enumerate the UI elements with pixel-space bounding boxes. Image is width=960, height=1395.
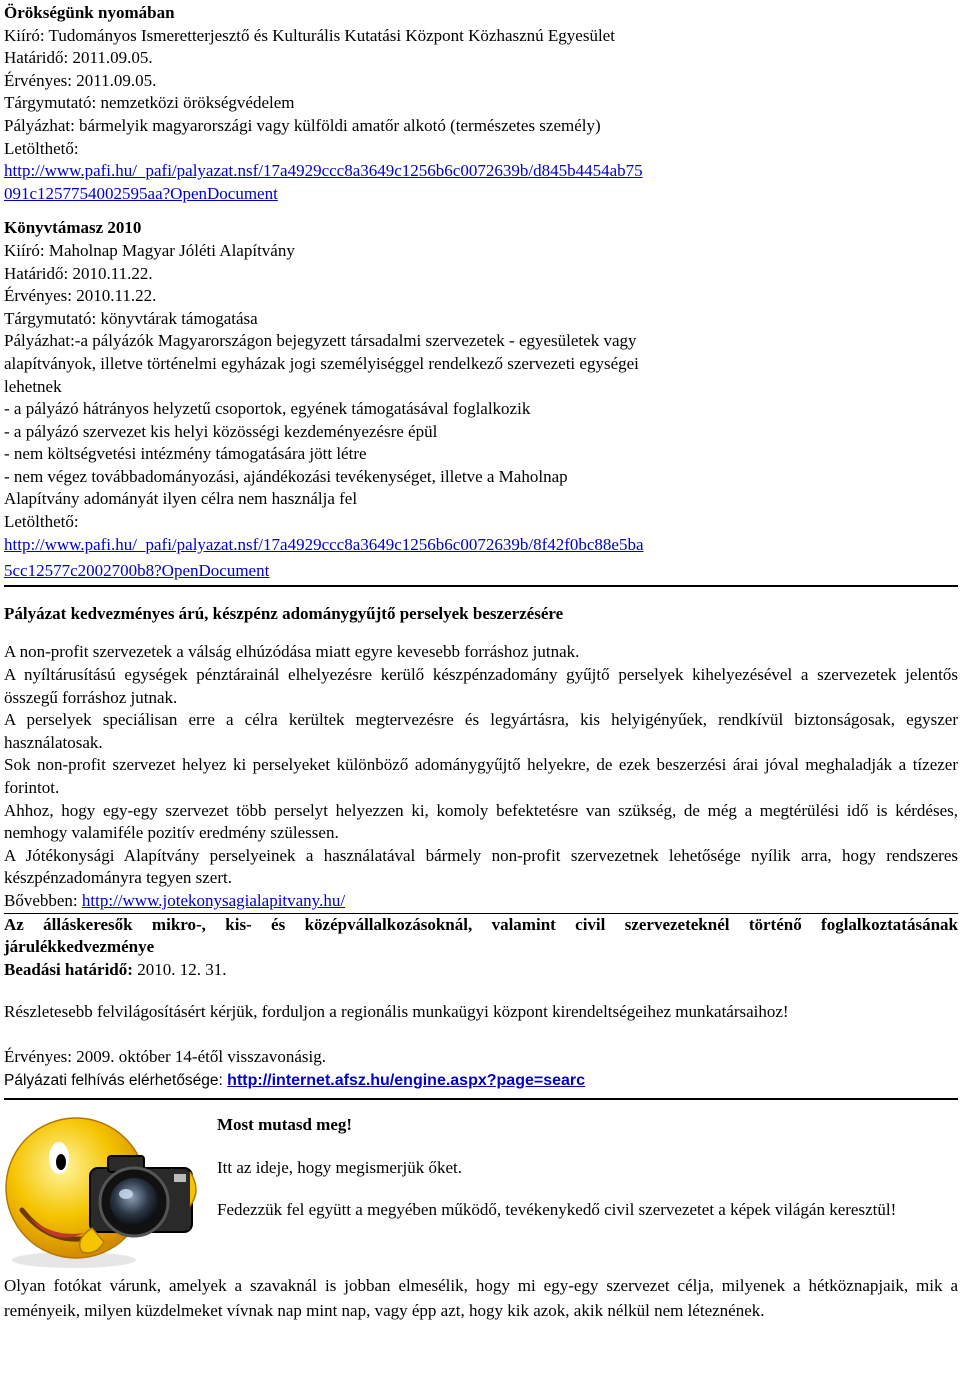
smiley-with-camera-icon	[4, 1110, 204, 1270]
grant-konyvtamasz	[4, 217, 958, 583]
call-line	[4, 1069, 958, 1093]
paragraph: A non-profit szervezetek a válság elhúzódása miatt egyre kevesebb forráshoz jutnak.	[4, 642, 580, 662]
eligibility-line: Pályázhat: bármelyik magyarországi vagy külföldi amatőr alkotó (természetes személy)	[4, 115, 601, 135]
deadline-line: Határidő: 2011.09.05.	[4, 48, 153, 68]
eligibility-line: Pályázhat:-a pályázók Magyarországon bejegyzett társadalmi szervezetek - egyesületek vagy	[4, 331, 637, 351]
contest-title: Most mutasd meg!	[217, 1115, 353, 1135]
valid-line: Érvényes: 2010.11.22.	[4, 286, 157, 306]
paragraph: Ahhoz, hogy egy-egy szervezet több perselyt helyezzen ki, komoly befektetésre van szükség, de még a megtérülési idő is kérdéses, nemhogy valamiféle pozitív eredmény szülessen.	[4, 800, 958, 843]
condition-line: - nem végez továbbadományozási, ajándékozási tevékenységet, illetve a Maholnap	[4, 466, 568, 486]
grant-title: Örökségünk nyomában	[4, 3, 175, 22]
more-info-line	[4, 890, 958, 913]
paragraph: A Jótékonysági Alapítvány perselyeinek a használatával bármely non-profit szervezetnek lehetősége nyílik arra, hogy rendszeres készpénzadományra tegyen szert.	[4, 845, 958, 888]
grant-title: Pályázat kedvezményes árú, készpénz adománygyűjtő perselyek beszerzésére	[4, 603, 564, 623]
deadline-line	[4, 959, 958, 982]
valid-line: Érvényes: 2011.09.05.	[4, 70, 157, 90]
info-line: Részletesebb felvilágosításért kérjük, forduljon a regionális munkaügyi központ kirendeltségeihez munkatársaihoz!	[4, 1002, 789, 1022]
grant-title: Könyvtámasz 2010	[4, 218, 142, 238]
download-label: Letölthető:	[4, 138, 79, 158]
issuer-line: Kiíró: Tudományos Ismeretterjesztő és Kulturális Kutatási Központ Közhasznú Egyesület	[4, 25, 615, 45]
paragraph: Sok non-profit szervezet helyez ki perselyeket különböző adománygyűjtő helyekre, de ezek beszerzési árai jóval meghaladják a tízezer forintot.	[4, 755, 958, 797]
condition-line: - a pályázó hátrányos helyzetű csoportok, egyének támogatásával foglalkozik	[4, 399, 531, 419]
call-label: Pályázati felhívás elérhetősége:	[4, 1071, 228, 1089]
condition-line: - nem költségvetési intézmény támogatására jött létre	[4, 444, 367, 464]
subject-line: Tárgymutató: nemzetközi örökségvédelem	[4, 93, 295, 113]
contest-text: Fedezzük fel együtt a megyében működő, tevékenykedő civil szervezetet a képek világán keresztül!	[217, 1200, 897, 1220]
download-label: Letölthető:	[4, 512, 79, 532]
deadline-label: Beadási határidő:	[4, 959, 133, 979]
contest-intro: Itt az ideje, hogy megismerjük őket.	[217, 1157, 463, 1177]
grant-orokseg	[4, 2, 958, 205]
document-page	[4, 2, 958, 1323]
deadline-line: Határidő: 2010.11.22.	[4, 263, 153, 283]
more-link[interactable]: http://www.jotekonysagialapitvany.hu/	[81, 890, 346, 910]
paragraph: A perselyek speciálisan erre a célra kerültek megtervezésre és legyártásra, kis helyigényűek, rendkívül biztonságosak, egyszer használatosak.	[4, 710, 958, 752]
more-label: Bővebben:	[4, 890, 78, 910]
photo-contest	[4, 1100, 958, 1323]
subject-line: Tárgymutató: könyvtárak támogatása	[4, 308, 258, 328]
call-link[interactable]: http://internet.afsz.hu/engine.aspx?page=searc	[227, 1071, 586, 1089]
valid-line: Érvényes: 2009. október 14-étől visszavonásig.	[4, 1046, 326, 1066]
contest-description: Olyan fotókat várunk, amelyek a szavaknál is jobban elmesélik, hogy mi egy-egy szervezet célja, milyenek a hétköznapjaik, mik a reményeik, milyen küzdelmeket vívnak nap mint nap, vagy épp azt, hogy kik azok, akik nélkül nem léteznének.	[4, 1276, 958, 1320]
download-link[interactable]: http://www.pafi.hu/_pafi/palyazat.nsf/17a4929ccc8a3649c1256b6c0072639b/d845b4454ab75 091c1257754002595aa?OpenDocument	[4, 161, 643, 203]
grant-jarulekkedvezmeny	[4, 914, 958, 1093]
deadline-value: 2010. 12. 31.	[132, 959, 227, 979]
eligibility-line: alapítványok, illetve történelmi egyházak jogi személyiséggel rendelkező szervezeti egységei	[4, 353, 639, 373]
grant-title: Az álláskeresők mikro-, kis- és középvállalkozásoknál, valamint civil szervezeteknél történő foglalkoztatásának járulékkedvezménye	[4, 914, 958, 957]
paragraph: A nyíltárusítású egységek pénztárainál elhelyezésre kerülő készpénzadomány gyűjtő perselyek kihelyezésével a szervezetek jelentős összegű forráshoz jutnak.	[4, 665, 958, 707]
eligibility-line: lehetnek	[4, 376, 62, 396]
download-link[interactable]: http://www.pafi.hu/_pafi/palyazat.nsf/17a4929ccc8a3649c1256b6c0072639b/8f42f0bc88e5ba 5cc12577c2002700b8?OpenDocument	[4, 534, 644, 581]
issuer-line: Kiíró: Maholnap Magyar Jóléti Alapítvány	[4, 240, 295, 260]
condition-line: Alapítvány adományát ilyen célra nem használja fel	[4, 489, 358, 509]
grant-perselyek	[4, 603, 958, 913]
condition-line: - a pályázó szervezet kis helyi közösségi kezdeményezésre épül	[4, 421, 438, 441]
